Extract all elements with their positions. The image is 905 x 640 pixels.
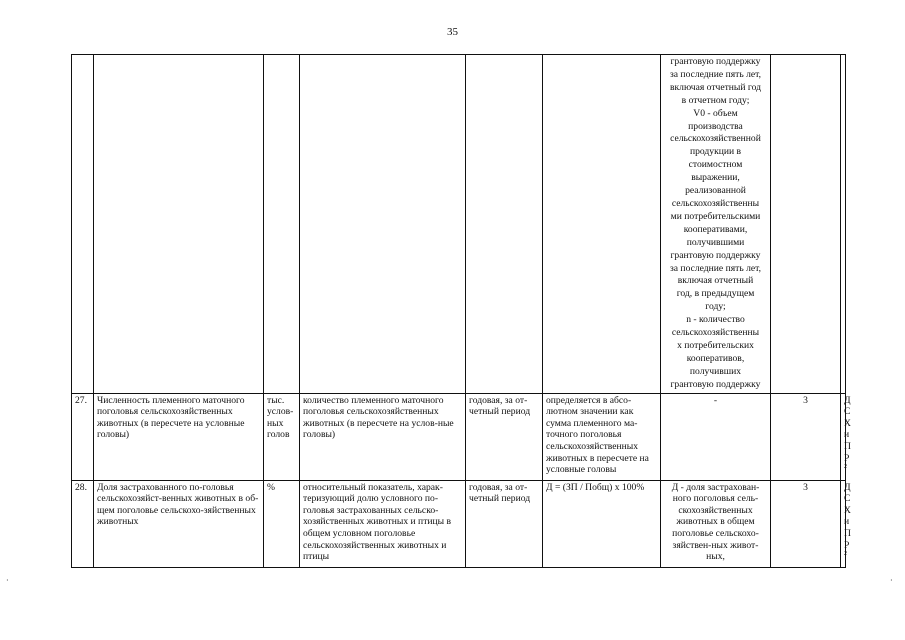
notation: Д - доля застрахован-ного поголовья сель-скохозяйственных животных в общем поголовье сельскохо-зяйствен-ных живот-ных, [661, 480, 771, 567]
notation-line: V0 - объем [693, 107, 738, 119]
row-number: 27. [72, 393, 94, 480]
notation-line: грантовую поддержку [670, 378, 761, 390]
notation-line: стоимостном [688, 159, 743, 171]
unit-of-measure: % [264, 480, 300, 567]
notation-line: n - количество [686, 314, 745, 326]
responsible-body [841, 393, 851, 480]
notation-line: х потребительских [677, 339, 754, 351]
notation-line: в отчетном году; [681, 94, 750, 106]
responsible-name: ДСХиПР [844, 481, 851, 551]
responsible-name: ДСХиПР [844, 394, 851, 464]
indicator-name: Численность племенного маточного поголовья сельскохозяйственных животных (в пересчете на условные головы) [94, 393, 264, 480]
left-edge-mark: · [6, 576, 9, 585]
cell-responsible [841, 55, 846, 394]
footnote-ref: 2 [844, 463, 847, 470]
notation: - [661, 393, 771, 480]
collection-method: 3 [771, 480, 841, 567]
cell-number [72, 55, 94, 394]
right-edge-mark: · [890, 576, 893, 585]
notation-line: сельскохозяйственны [671, 327, 760, 339]
cell-definition [300, 55, 466, 394]
table-row [72, 393, 846, 480]
cell-unit [264, 55, 300, 394]
indicator-definition: относительный показатель, харак-теризующий долю условного по-головья застрахованных сельско-хозяйственных животных и птицы в общем условном поголовье сельскохозяйственных животных и птицы [300, 480, 466, 567]
notation-line: году; [705, 301, 726, 313]
cell-calculation [543, 55, 661, 394]
calculation-formula: Д = (ЗП / Побщ) х 100% [543, 480, 661, 567]
indicators-table [71, 54, 851, 568]
notation-line: за последние пять лет, [669, 262, 762, 274]
cell-periodicity [466, 55, 543, 394]
footnote-ref: 2 [844, 550, 847, 557]
cell-notation-continued [661, 55, 771, 394]
notation-line: кооперативами, [683, 223, 748, 235]
notation-line: грантовую поддержку [670, 249, 761, 261]
notation-line: за последние пять лет, [669, 68, 762, 80]
unit-of-measure: тыс. услов-ных голов [264, 393, 300, 480]
notation-line: год, в предыдущем [676, 288, 755, 300]
notation-line: выражении, [691, 172, 740, 184]
notation-line: включая отчетный [677, 275, 754, 287]
collection-method: 3 [771, 393, 841, 480]
notation-line: кооперативов, [686, 352, 745, 364]
cell-method [771, 55, 841, 394]
indicator-name: Доля застрахованного по-головья сельскохозяйст-венных животных в об-щем поголовье сельскохо-зяйственных животных [94, 480, 264, 567]
notation-line: сельскохозяйственны [671, 197, 760, 209]
responsible-body [841, 480, 851, 567]
periodicity: годовая, за от-четный период [466, 480, 543, 567]
cell-indicator [94, 55, 264, 394]
page-number: 35 [447, 26, 458, 38]
notation-line: грантовую поддержку [670, 56, 761, 67]
notation-line: продукции в [689, 146, 742, 158]
notation-line: получивших [689, 365, 742, 377]
row-number: 28. [72, 480, 94, 567]
indicator-definition: количество племенного маточного поголовья сельскохозяйственных животных (в пересчете на услов-ные головы) [300, 393, 466, 480]
periodicity: годовая, за от-четный период [466, 393, 543, 480]
calculation-formula: определяется в абсо-лютном значении как сумма племенного ма-точного поголовья сельскохозяйственных животных в пересчете на условные головы [543, 393, 661, 480]
table-row [72, 480, 846, 567]
table-row-continuation [72, 55, 846, 394]
notation-line: производства [688, 120, 743, 132]
notation-line: реализованной [685, 185, 746, 197]
notation-line: включая отчетный год [669, 81, 762, 93]
notation-line: получившими [686, 236, 745, 248]
notation-line: сельскохозяйственной [670, 133, 761, 145]
notation-line: ми потребительскими [670, 210, 761, 222]
